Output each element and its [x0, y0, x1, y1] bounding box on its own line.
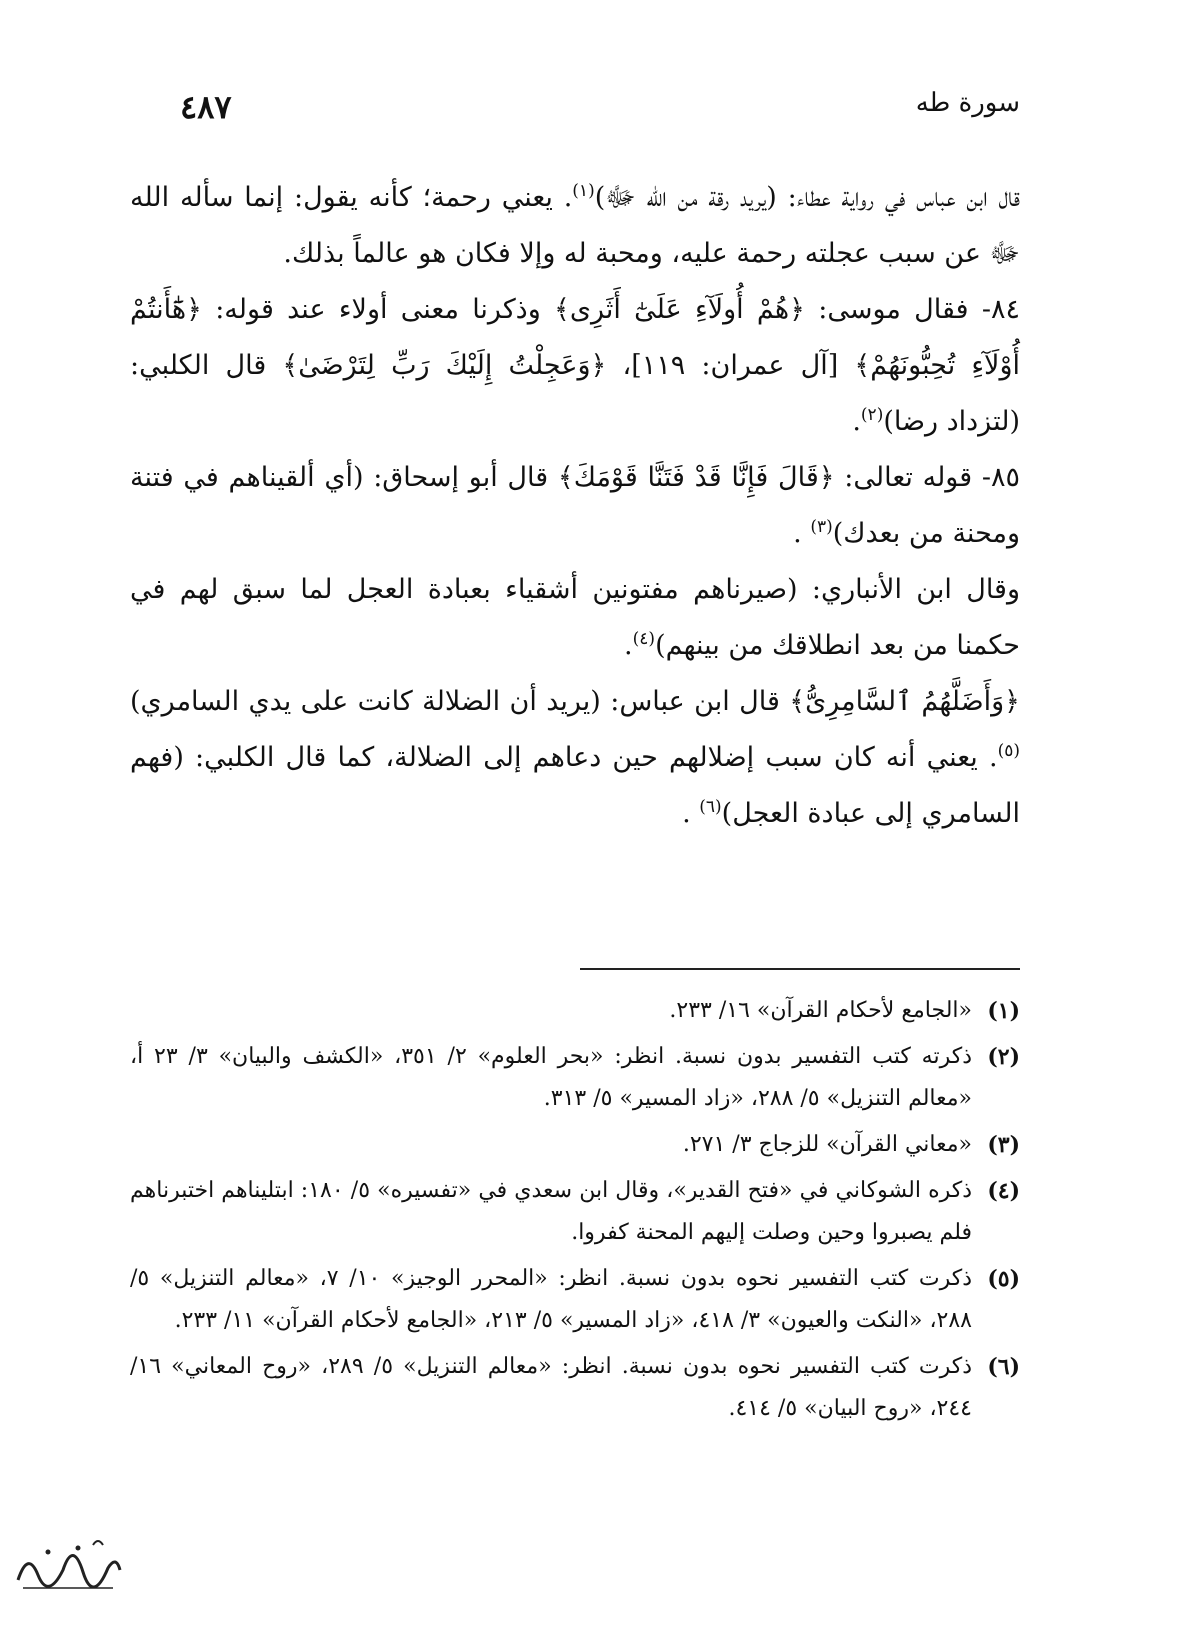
footnote: [130, 1036, 1020, 1120]
footnote-text: «معاني القرآن» للزجاج ٣/ ٢٧١.: [682, 1132, 972, 1157]
footnote-number: (٥): [987, 1266, 1020, 1292]
footnote-text: ذكرته كتب التفسير بدون نسبة. انظر: «بحر العلوم» ٢/ ٣٥١، «الكشف والبيان» ٣/ ٢٣ أ، «معالم التنزيل» ٥/ ٢٨٨، «زاد المسير» ٥/ ٣١٣.: [130, 1044, 972, 1111]
paragraph: ٨٤- فقال موسى: ﴿هُمْ أُولَآءِ عَلَىٰٓ أَثَرِى﴾ وذكرنا معنى أولاء عند قوله: ﴿هَٰٓأَنتُمْ أُوْلَآءِ تُحِبُّونَهُمْ﴾ [آل عمران: ١١٩]، ﴿وَعَجِلْتُ إِلَيْكَ رَبِّ لِتَرْضَىٰ﴾ قال الكلبي: (لتزداد رضا)$^{(٢)}$.: [130, 294, 1020, 437]
page-header: [180, 80, 1020, 130]
footnote-number: (٤): [987, 1178, 1020, 1204]
footnote-text: ذكرت كتب التفسير نحوه بدون نسبة. انظر: «المحرر الوجيز» ١٠/ ٧، «معالم التنزيل» ٥/ ٢٨٨، «النكت والعيون» ٣/ ٤١٨، «زاد المسير» ٥/ ٢١٣، «الجامع لأحكام القرآن» ١١/ ٢٣٣.: [130, 1266, 973, 1333]
footnote-text: ذكره الشوكاني في «فتح القدير»، وقال ابن سعدي في «تفسيره» ٥/ ١٨٠: ابتليناهم اختبرناهم فلم يصبروا وحين وصلت إليهم المحنة كفروا.: [130, 1178, 973, 1245]
paragraph: ﴿وَأَضَلَّهُمُ ٱلسَّامِرِىُّ﴾ قال ابن عباس: (يريد أن الضلالة كانت على يدي السامري)$^{(٥)}$. يعني أنه كان سبب إضلالهم حين دعاهم إلى الضلالة، كما قال الكلبي: (فهم السامري إلى عبادة العجل)$^{(٦)}$ .: [130, 686, 1020, 829]
footnote: [130, 1258, 1020, 1342]
footnote-divider: [580, 968, 1020, 970]
footnote-number: (١): [987, 998, 1020, 1024]
footnote-text: «الجامع لأحكام القرآن» ١٦/ ٢٣٣.: [669, 998, 972, 1023]
publisher-logo: [8, 1530, 128, 1600]
footnote-text: ذكرت كتب التفسير نحوه بدون نسبة. انظر: «معالم التنزيل» ٥/ ٢٨٩، «روح المعاني» ١٦/ ٢٤٤، «روح البيان» ٥/ ٤١٤.: [130, 1354, 973, 1421]
footnotes: [130, 990, 1020, 1434]
paragraph: قال ابن عباس في رواية عطاء: (يريد رقة من الله ﷻ)$^{(١)}$. يعني رحمة؛ كأنه يقول: إنما سأله الله ﷻ عن سبب عجلته رحمة عليه، ومحبة له وإلا فكان هو عالماً بذلك.: [130, 181, 1021, 269]
footnote: [130, 1170, 1020, 1254]
paragraph: ٨٥- قوله تعالى: ﴿قَالَ فَإِنَّا قَدْ فَتَنَّا قَوْمَكَ﴾ قال أبو إسحاق: (أي ألقيناهم في فتنة ومحنة من بعدك)$^{(٣)}$ .: [130, 462, 1020, 549]
main-text: [130, 170, 1020, 842]
page-number: ٤٨٧: [180, 88, 232, 126]
surah-title: سورة طه: [915, 88, 1020, 118]
footnote: [130, 1346, 1020, 1430]
footnote: [130, 990, 1020, 1032]
footnote-number: (٦): [987, 1354, 1020, 1380]
footnote-number: (٢): [987, 1044, 1020, 1070]
footnote-number: (٣): [987, 1132, 1020, 1158]
footnote: [130, 1124, 1020, 1166]
paragraph: وقال ابن الأنباري: (صيرناهم مفتونين أشقياء بعبادة العجل لما سبق لهم في حكمنا من بعد انطلاقك من بينهم)$^{(٤)}$.: [130, 574, 1020, 661]
